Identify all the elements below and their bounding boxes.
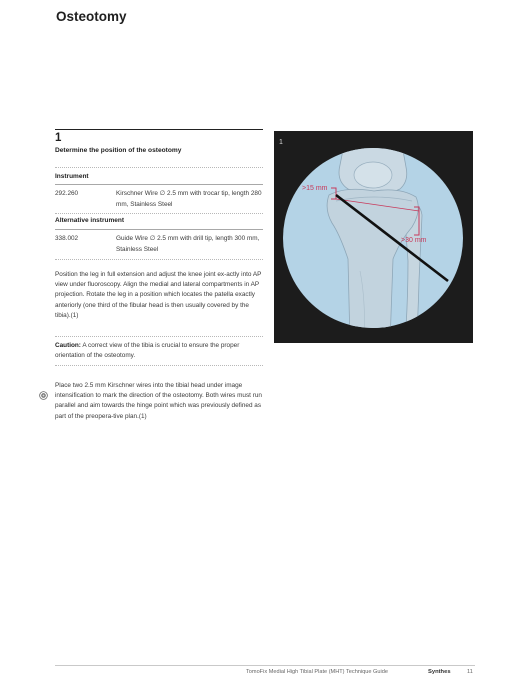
step-number: 1 [55,132,62,144]
instrument-code: 292.260 [55,190,79,197]
page-number: 11 [467,669,473,675]
k-wire-paragraph: Place two 2.5 mm Kirschner wires into the tibial head under image intensification to mark the direction of the osteotomy. Both wires must run parallel and aim towards the hinge point which was previously defined as part of the preopera-tive plan.(1) [55,382,262,420]
positioning-paragraph: Position the leg in full extension and adjust the knee joint ex-actly into AP view under fluoroscopy. Align the medial and lateral compartments in AP projection. Rotate the leg in a position which locates the patella exactly anteriorly (one third of the fibular head is then usually covered by the tibia).(1) [55,271,262,319]
divider [55,259,263,260]
instrument-label: Instrument [55,173,89,180]
caution-label: Caution: [55,342,81,349]
step-divider [55,129,263,130]
fluoroscopy-figure [274,131,473,343]
step-heading: Determine the position of the osteotomy [55,147,182,154]
divider [55,184,263,185]
reference-marker-icon [39,391,48,400]
alternative-instrument-description: Guide Wire ∅ 2.5 mm with drill tip, length 300 mm, Stainless Steel [116,235,260,253]
divider [55,229,263,230]
divider [55,213,263,214]
divider [55,365,263,366]
footer-brand: Synthes [428,669,451,675]
footer-title: TomoFix Medial High Tibial Plate (MHT) Technique Guide [246,669,388,675]
alternative-instrument-label: Alternative instrument [55,217,124,224]
divider [55,336,263,337]
caution-text: A correct view of the tibia is crucial to ensure the proper orientation of the osteotomy. [55,342,240,360]
divider [55,167,263,168]
footer-divider [55,665,475,666]
knee-xray-illustration [274,131,473,343]
label-30mm: >30 mm [401,237,427,244]
alternative-instrument-code: 338.002 [55,235,79,242]
label-15mm: >15 mm [302,185,328,192]
figure-number: 1 [279,139,283,146]
page-title: Osteotomy [56,9,127,24]
caution-note [55,341,263,361]
instrument-description: Kirschner Wire ∅ 2.5 mm with trocar tip, length 280 mm, Stainless Steel [116,190,262,208]
